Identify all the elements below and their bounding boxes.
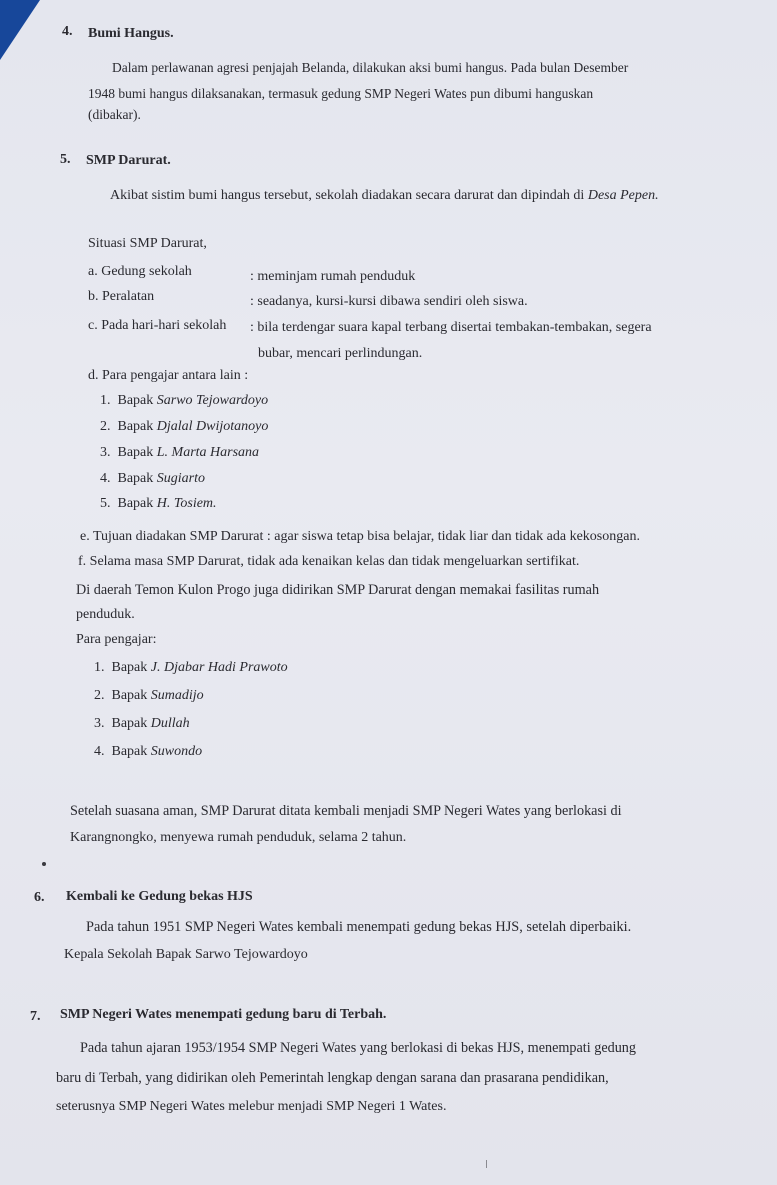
list-item-number: 1. (100, 393, 111, 408)
teacher-name: Sarwo Tejowardoyo (156, 393, 269, 408)
section-7-title: SMP Negeri Wates menempati gedung baru di Terbah. (60, 1007, 387, 1022)
blue-corner-background (0, 0, 40, 60)
list-item (100, 443, 259, 463)
list-item (100, 494, 217, 514)
item-d-label: d. Para pengajar antara lain : (88, 368, 249, 383)
list-item-prefix: Bapak (111, 744, 148, 759)
list-item-number: 2. (100, 419, 111, 434)
teachers-2-heading: Para pengajar: (76, 632, 157, 647)
section-6-line-1: Pada tahun 1951 SMP Negeri Wates kembali menempati gedung bekas HJS, setelah diperbaiki. (86, 919, 632, 935)
section-5-intro-place: Desa Pepen. (587, 188, 659, 203)
after-line-1: Setelah suasana aman, SMP Darurat ditata kembali menjadi SMP Negeri Wates yang berlokasi di (70, 803, 622, 819)
teacher-name: H. Tosiem. (156, 496, 217, 511)
section-5-intro-text: Akibat sistim bumi hangus tersebut, sekolah diadakan secara darurat dan dipindah di (110, 188, 585, 203)
stray-dot (42, 862, 46, 866)
list-item-prefix: Bapak (111, 716, 148, 731)
section-5-intro (110, 186, 659, 206)
list-item-number: 3. (94, 716, 105, 731)
section-7-line-1: Pada tahun ajaran 1953/1954 SMP Negeri Wates yang berlokasi di bekas HJS, menempati gedung (80, 1040, 636, 1056)
section-7-line-3: seterusnya SMP Negeri Wates melebur menjadi SMP Negeri 1 Wates. (56, 1099, 447, 1114)
section-4-title: Bumi Hangus. (88, 26, 174, 41)
item-c-label: c. Pada hari-hari sekolah (88, 318, 227, 333)
list-item (94, 714, 190, 734)
teacher-name: Sumadijo (150, 688, 204, 703)
teacher-name: Sugiarto (156, 471, 205, 486)
section-4-number: 4. (62, 24, 73, 39)
section-6-title: Kembali ke Gedung bekas HJS (66, 889, 253, 904)
item-f: f. Selama masa SMP Darurat, tidak ada kenaikan kelas dan tidak mengeluarkan sertifikat. (78, 554, 580, 569)
situation-heading: Situasi SMP Darurat, (88, 236, 207, 251)
item-b-value: : seadanya, kursi-kursi dibawa sendiri oleh siswa. (250, 294, 528, 309)
teacher-name: Djalal Dwijotanoyo (156, 419, 269, 434)
list-item-prefix: Bapak (117, 445, 154, 460)
list-item (94, 658, 288, 678)
section-5-number: 5. (60, 152, 71, 167)
list-item-number: 2. (94, 688, 105, 703)
section-7-number: 7. (30, 1009, 41, 1024)
list-item-prefix: Bapak (117, 471, 154, 486)
list-item-prefix: Bapak (117, 496, 154, 511)
item-a-label: a. Gedung sekolah (88, 264, 192, 279)
list-item-prefix: Bapak (117, 393, 154, 408)
teacher-name: Suwondo (150, 744, 203, 759)
list-item-prefix: Bapak (111, 660, 148, 675)
section-6-line-2: Kepala Sekolah Bapak Sarwo Tejowardoyo (64, 947, 308, 962)
list-item (100, 417, 268, 437)
section-4-line-3: (dibakar). (88, 107, 141, 122)
section-5-title: SMP Darurat. (86, 153, 171, 168)
section-4-line-1: Dalam perlawanan agresi penjajah Belanda, dilakukan aksi bumi hangus. Pada bulan Desember (112, 60, 629, 75)
list-item (94, 686, 204, 706)
temon-line-2: penduduk. (76, 607, 135, 622)
list-item-prefix: Bapak (117, 419, 154, 434)
teacher-name: Dullah (150, 716, 190, 731)
list-item-number: 5. (100, 496, 111, 511)
section-7-line-2: baru di Terbah, yang didirikan oleh Pemerintah lengkap dengan sarana dan prasarana pendidikan, (56, 1070, 609, 1086)
temon-line-1: Di daerah Temon Kulon Progo juga didirikan SMP Darurat dengan memakai fasilitas rumah (76, 582, 600, 598)
section-6-number: 6. (34, 890, 45, 905)
list-item-prefix: Bapak (111, 688, 148, 703)
section-4-line-2: 1948 bumi hangus dilaksanakan, termasuk gedung SMP Negeri Wates pun dibumi hanguskan (88, 86, 594, 101)
list-item-number: 3. (100, 445, 111, 460)
teacher-name: J. Djabar Hadi Prawoto (150, 660, 288, 675)
list-item (100, 469, 205, 489)
item-e: e. Tujuan diadakan SMP Darurat : agar siswa tetap bisa belajar, tidak liar dan tidak ada kekosongan. (80, 529, 640, 544)
list-item (100, 391, 268, 411)
item-a-value: : meminjam rumah penduduk (250, 269, 416, 284)
after-line-2: Karangnongko, menyewa rumah penduduk, selama 2 tahun. (70, 830, 407, 845)
item-c-value: : bila terdengar suara kapal terbang disertai tembakan-tembakan, segera (250, 320, 652, 335)
list-item-number: 4. (94, 744, 105, 759)
list-item-number: 4. (100, 471, 111, 486)
item-b-label: b. Peralatan (88, 289, 155, 304)
list-item-number: 1. (94, 660, 105, 675)
item-c-value-cont: bubar, mencari perlindungan. (258, 346, 423, 361)
teacher-name: L. Marta Harsana (156, 445, 260, 460)
stray-mark (486, 1160, 487, 1168)
list-item (94, 742, 202, 762)
